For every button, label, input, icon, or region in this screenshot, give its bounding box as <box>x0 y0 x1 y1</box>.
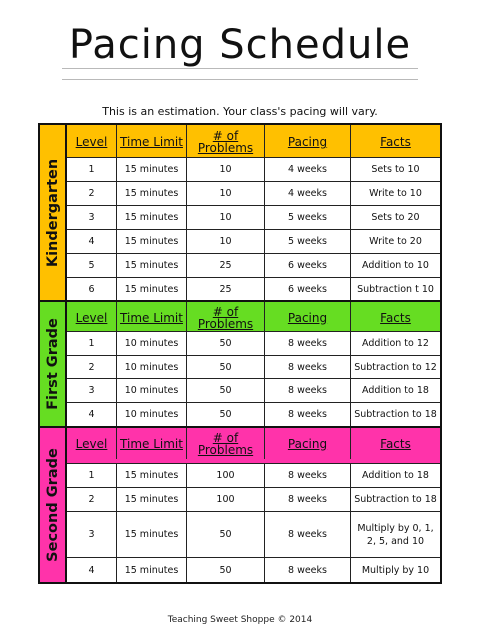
table-row <box>67 463 440 487</box>
cell-time-limit: 15 minutes <box>117 558 187 582</box>
table-row <box>67 378 440 402</box>
cell-facts: Addition to 12 <box>362 338 429 349</box>
header-pacing: Pacing <box>265 302 351 333</box>
cell-level: 2 <box>67 356 117 378</box>
cell-time-limit: 10 minutes <box>117 332 187 355</box>
cell-level: 1 <box>67 464 117 487</box>
cell-time-limit: 15 minutes <box>117 488 187 511</box>
cell-pacing: 8 weeks <box>265 356 351 378</box>
table-row <box>67 277 440 300</box>
cell-facts: Multiply by 0, 1, 2, 5, and 10 <box>357 522 434 547</box>
cell-pacing: 8 weeks <box>265 332 351 355</box>
table-row <box>67 181 440 205</box>
cell-level: 3 <box>67 512 117 557</box>
header-facts: Facts <box>380 436 411 451</box>
cell-facts: Multiply by 10 <box>361 564 430 576</box>
pacing-table <box>38 123 442 584</box>
table-row <box>67 511 440 557</box>
header-problems: # of Problems <box>187 125 265 159</box>
cell-time-limit: 15 minutes <box>117 464 187 487</box>
cell-facts: Subtraction to 18 <box>354 494 437 505</box>
cell-pacing: 4 weeks <box>265 182 351 205</box>
cell-level: 4 <box>67 230 117 253</box>
table-row <box>67 355 440 378</box>
header-level: Level <box>67 302 117 333</box>
section-kindergarten <box>40 125 440 302</box>
cell-problems: 25 <box>187 278 265 300</box>
cell-problems: 25 <box>187 254 265 277</box>
cell-level: 5 <box>67 254 117 277</box>
cell-time-limit: 15 minutes <box>117 206 187 229</box>
grade-name: Second Grade <box>44 448 61 562</box>
header-time-limit: Time Limit <box>117 125 187 159</box>
table-row <box>67 205 440 229</box>
grade-name: First Grade <box>44 318 61 410</box>
cell-problems: 50 <box>187 403 265 426</box>
cell-facts: Write to 10 <box>369 188 422 199</box>
cell-problems: 100 <box>187 488 265 511</box>
cell-facts: Addition to 18 <box>362 385 429 396</box>
table-row <box>67 157 440 181</box>
cell-facts: Subtraction to 18 <box>354 409 437 420</box>
cell-time-limit: 10 minutes <box>117 379 187 402</box>
section-first-grade <box>40 302 440 428</box>
cell-time-limit: 15 minutes <box>117 512 187 557</box>
header-level: Level <box>67 428 117 459</box>
header-problems: # of Problems <box>187 428 265 459</box>
cell-time-limit: 10 minutes <box>117 356 187 378</box>
cell-pacing: 4 weeks <box>265 158 351 181</box>
cell-pacing: 8 weeks <box>265 488 351 511</box>
page-title: Pacing Schedule <box>68 22 412 68</box>
cell-level: 2 <box>67 488 117 511</box>
cell-problems: 50 <box>187 356 265 378</box>
column-header-row <box>67 302 440 333</box>
cell-facts: Subtraction to 12 <box>354 361 437 373</box>
section-second-grade <box>40 428 440 582</box>
cell-level: 3 <box>67 379 117 402</box>
grade-side-label <box>40 428 67 582</box>
cell-facts: Subtraction t 10 <box>357 283 434 295</box>
cell-problems: 50 <box>187 558 265 582</box>
title-guide-line <box>62 79 418 80</box>
header-level: Level <box>67 125 117 159</box>
table-row <box>67 402 440 426</box>
cell-facts: Addition to 18 <box>362 470 429 481</box>
estimation-note: This is an estimation. Your class's pacing will vary. <box>102 105 378 118</box>
cell-level: 1 <box>67 332 117 355</box>
grade-side-label <box>40 125 67 300</box>
header-facts: Facts <box>380 135 411 149</box>
table-rows <box>67 157 440 300</box>
cell-problems: 50 <box>187 379 265 402</box>
cell-time-limit: 10 minutes <box>117 403 187 426</box>
cell-time-limit: 15 minutes <box>117 278 187 300</box>
column-header-row <box>67 428 440 459</box>
column-header-row <box>67 125 440 159</box>
cell-problems: 10 <box>187 158 265 181</box>
cell-pacing: 8 weeks <box>265 379 351 402</box>
cell-pacing: 8 weeks <box>265 464 351 487</box>
cell-level: 6 <box>67 278 117 300</box>
header-time-limit: Time Limit <box>117 428 187 459</box>
cell-level: 1 <box>67 158 117 181</box>
table-row <box>67 557 440 582</box>
header-pacing: Pacing <box>265 428 351 459</box>
copyright-footer: Teaching Sweet Shoppe © 2014 <box>167 615 313 625</box>
cell-time-limit: 15 minutes <box>117 158 187 181</box>
header-facts: Facts <box>380 310 411 325</box>
cell-level: 2 <box>67 182 117 205</box>
cell-pacing: 5 weeks <box>265 230 351 253</box>
grade-side-label <box>40 302 67 426</box>
cell-pacing: 5 weeks <box>265 206 351 229</box>
cell-time-limit: 15 minutes <box>117 182 187 205</box>
cell-facts: Sets to 20 <box>371 212 420 223</box>
table-row <box>67 253 440 277</box>
cell-facts: Addition to 10 <box>362 260 429 271</box>
grade-name: Kindergarten <box>44 158 61 267</box>
cell-pacing: 8 weeks <box>265 403 351 426</box>
header-time-limit: Time Limit <box>117 302 187 333</box>
cell-level: 4 <box>67 403 117 426</box>
table-row <box>67 331 440 355</box>
cell-time-limit: 15 minutes <box>117 254 187 277</box>
cell-facts: Write to 20 <box>369 236 422 247</box>
cell-level: 4 <box>67 558 117 582</box>
table-row <box>67 487 440 511</box>
cell-level: 3 <box>67 206 117 229</box>
table-rows <box>67 463 440 582</box>
cell-pacing: 6 weeks <box>265 278 351 300</box>
header-problems: # of Problems <box>187 302 265 333</box>
header-pacing: Pacing <box>265 125 351 159</box>
cell-pacing: 8 weeks <box>265 512 351 557</box>
cell-time-limit: 15 minutes <box>117 230 187 253</box>
title-guide-line <box>62 68 418 69</box>
cell-problems: 50 <box>187 512 265 557</box>
cell-pacing: 8 weeks <box>265 558 351 582</box>
cell-problems: 10 <box>187 230 265 253</box>
cell-pacing: 6 weeks <box>265 254 351 277</box>
cell-facts: Sets to 10 <box>371 164 420 175</box>
cell-problems: 10 <box>187 206 265 229</box>
cell-problems: 100 <box>187 464 265 487</box>
cell-problems: 50 <box>187 332 265 355</box>
table-row <box>67 229 440 253</box>
table-rows <box>67 331 440 426</box>
cell-problems: 10 <box>187 182 265 205</box>
